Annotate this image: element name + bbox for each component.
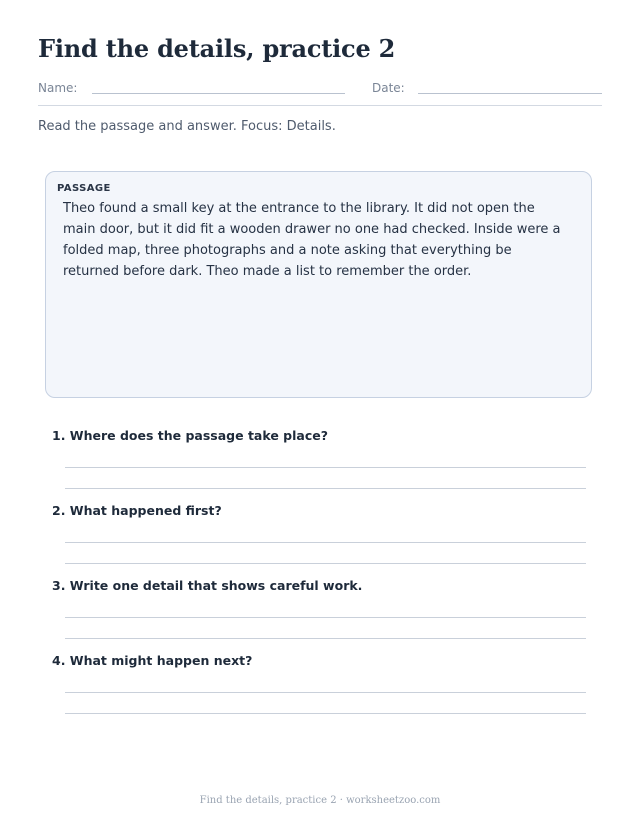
name-field[interactable] [92,93,345,94]
header-divider [38,105,602,106]
answer-line[interactable] [65,692,586,693]
page-title: Find the details, practice 2 [38,34,396,63]
passage-text: Theo found a small key at the entrance to the library. It did not open the main door, but it did fit a wooden drawer no one had checked. Inside were a folded map, three photographs and a note asking that everything be returned before dark. Theo made a list to remember the order. [63,201,561,279]
question-text: 2. What happened first? [52,503,222,518]
question-1 [52,428,592,498]
answer-line[interactable] [65,488,586,489]
question-3 [52,578,592,648]
answer-line[interactable] [65,563,586,564]
answer-line[interactable] [65,638,586,639]
date-field[interactable] [418,93,602,94]
question-4 [52,653,592,723]
name-date-row [38,79,602,99]
instructions: Read the passage and answer. Focus: Details. [38,119,336,134]
question-text: 3. Write one detail that shows careful work. [52,578,363,593]
page-footer: Find the details, practice 2 · worksheetzoo.com [199,795,441,806]
answer-line[interactable] [65,713,586,714]
answer-line[interactable] [65,467,586,468]
answer-line[interactable] [65,617,586,618]
passage-card [45,171,592,398]
question-2 [52,503,592,573]
question-text: 1. Where does the passage take place? [52,428,328,443]
question-text: 4. What might happen next? [52,653,253,668]
date-label: Date: [372,81,405,95]
passage-heading: PASSAGE [57,183,111,194]
answer-line[interactable] [65,542,586,543]
name-label: Name: [38,81,78,95]
